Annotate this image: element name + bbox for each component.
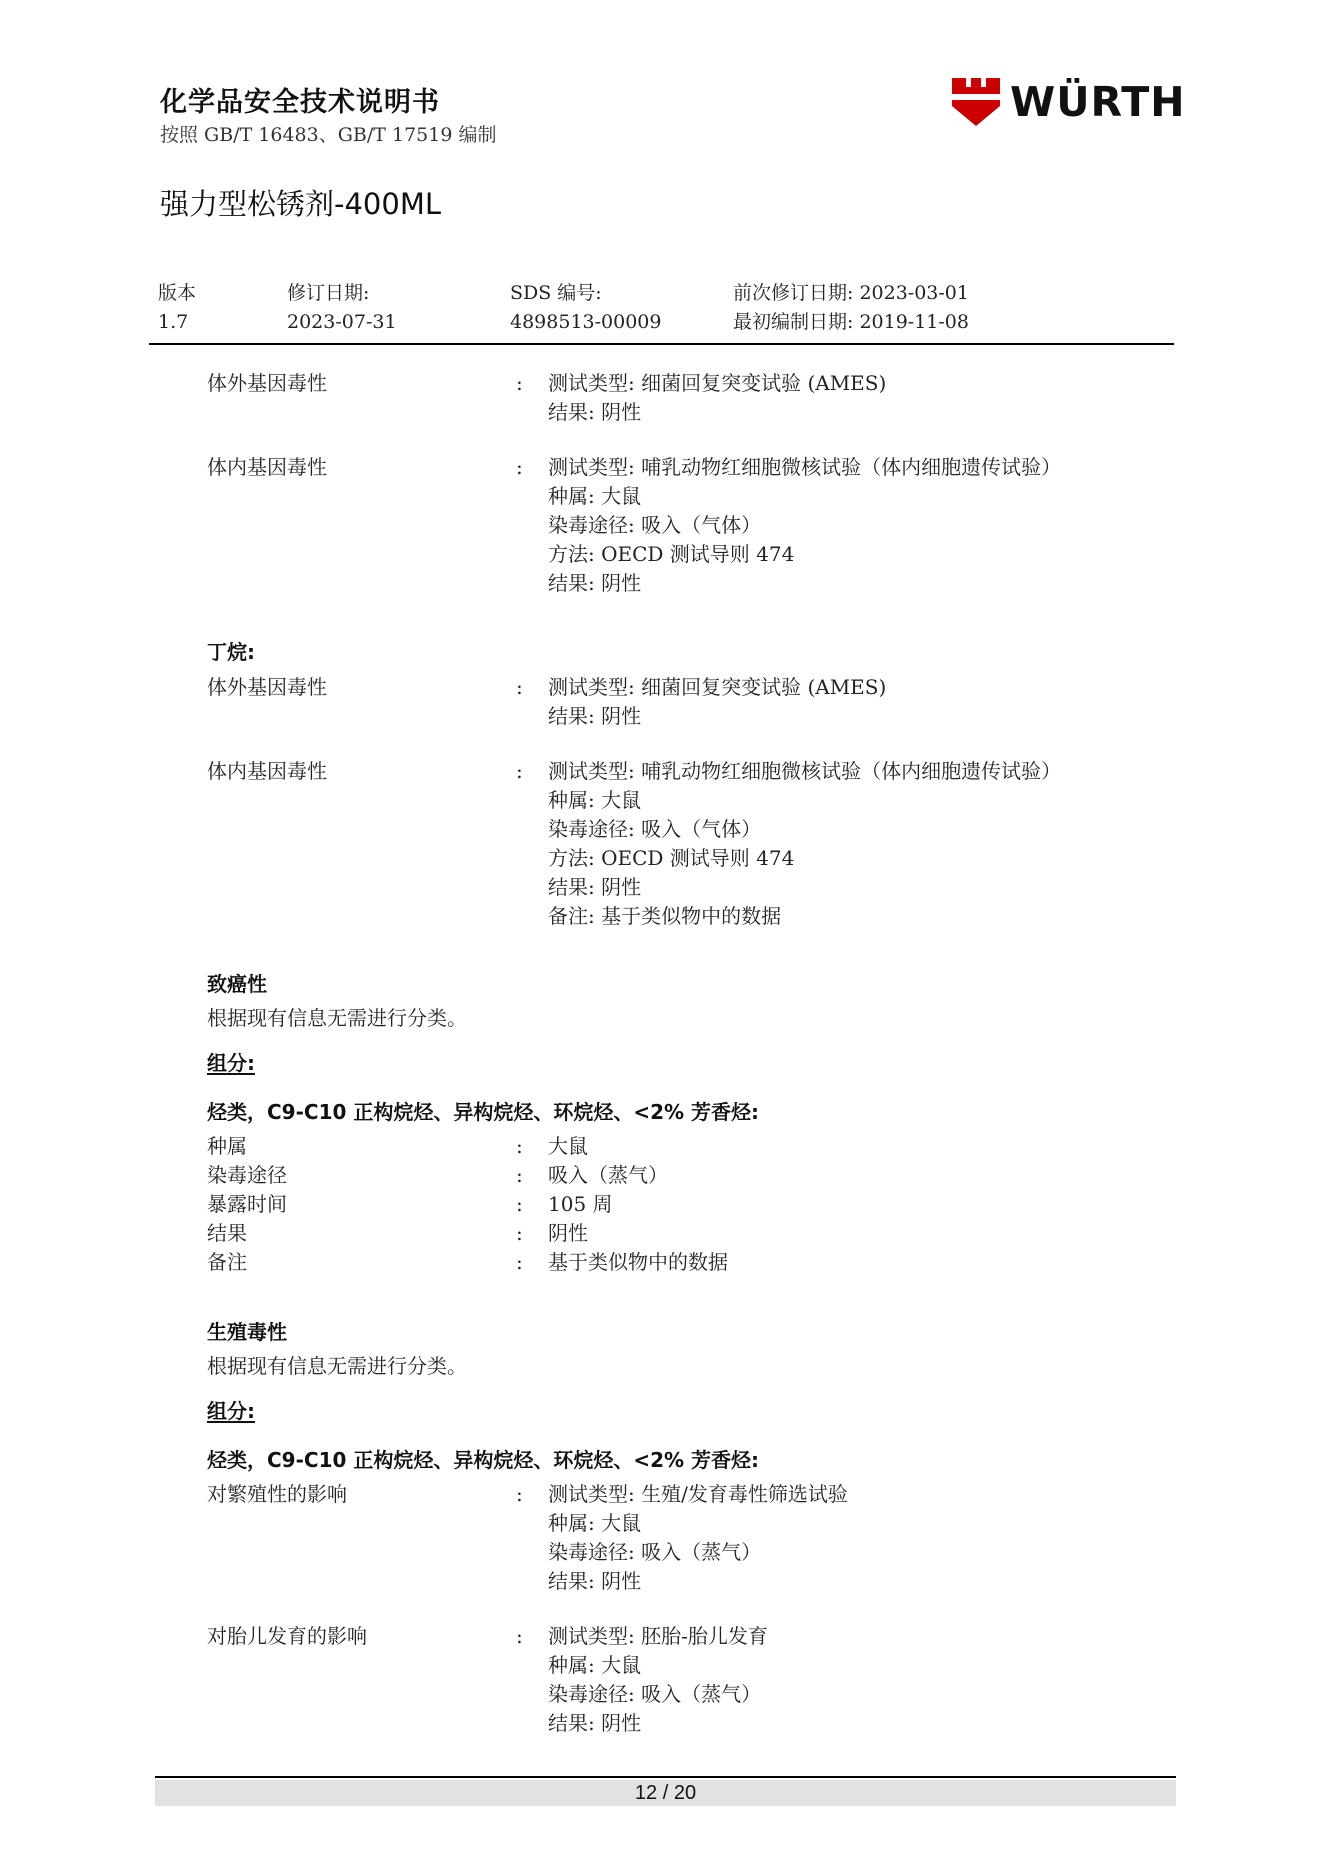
butane-heading: 丁烷: <box>207 640 255 664</box>
revision-block <box>287 279 397 337</box>
carcinogenicity-heading: 致癌性 <box>207 972 267 996</box>
detail-line: 测试类型: 胚胎-胎儿发育 <box>548 1624 768 1648</box>
components-heading: 组分: <box>207 1399 255 1423</box>
header-divider <box>149 343 1174 345</box>
substance-heading: 烃类，C9-C10 正构烷烃、异构烷烃、环烷烃、<2% 芳香烃: <box>207 1448 760 1472</box>
footer-divider <box>155 1776 1176 1778</box>
detail-line: 种属: 大鼠 <box>548 1653 642 1677</box>
detail-line: 结果: 阴性 <box>548 571 642 595</box>
fetal-development-value <box>548 1622 768 1738</box>
exposure-time-value: 105 周 <box>548 1192 613 1216</box>
colon: : <box>516 759 523 783</box>
detail-line: 结果: 阴性 <box>548 704 642 728</box>
dates-block <box>733 279 969 337</box>
reproductive-text: 根据现有信息无需进行分类。 <box>207 1354 467 1378</box>
result-label: 结果 <box>207 1221 247 1245</box>
first-issue-date: 最初编制日期: 2019-11-08 <box>733 311 969 333</box>
colon: : <box>516 1163 523 1187</box>
sds-block <box>510 279 661 337</box>
fetal-development-label: 对胎儿发育的影响 <box>207 1624 367 1648</box>
logo-wordmark: WÜRTH <box>1010 78 1186 126</box>
detail-line: 染毒途径: 吸入（蒸气） <box>548 1682 762 1706</box>
colon: : <box>516 1221 523 1245</box>
colon: : <box>516 1134 523 1158</box>
carcinogenicity-text: 根据现有信息无需进行分类。 <box>207 1006 467 1030</box>
detail-line: 结果: 阴性 <box>548 1711 642 1735</box>
previous-revision-date: 前次修订日期: 2023-03-01 <box>733 282 969 304</box>
revision-label: 修订日期: <box>287 282 370 304</box>
detail-line: 方法: OECD 测试导则 474 <box>548 542 795 566</box>
version-value: 1.7 <box>158 311 189 333</box>
detail-line: 种属: 大鼠 <box>548 484 642 508</box>
detail-line: 染毒途径: 吸入（气体） <box>548 817 762 841</box>
colon: : <box>516 1482 523 1506</box>
sds-value: 4898513-00009 <box>510 311 662 333</box>
species-label: 种属 <box>207 1134 247 1158</box>
detail-line: 测试类型: 细菌回复突变试验 (AMES) <box>548 675 887 699</box>
document-title: 化学品安全技术说明书 <box>160 87 440 118</box>
colon: : <box>516 1192 523 1216</box>
colon: : <box>516 455 523 479</box>
invitro-genotox-label: 体外基因毒性 <box>207 371 327 395</box>
page-number: 12 / 20 <box>634 1782 697 1804</box>
invitro-genotox-value <box>548 369 886 427</box>
butane-invitro-label: 体外基因毒性 <box>207 675 327 699</box>
document-subtitle: 按照 GB/T 16483、GB/T 17519 编制 <box>160 124 497 146</box>
version-block <box>158 279 196 337</box>
butane-invivo-label: 体内基因毒性 <box>207 759 327 783</box>
product-name: 强力型松锈剂-400ML <box>160 187 441 221</box>
remark-value: 基于类似物中的数据 <box>548 1250 728 1274</box>
detail-line: 结果: 阴性 <box>548 875 642 899</box>
detail-line: 染毒途径: 吸入（气体） <box>548 513 762 537</box>
detail-line: 种属: 大鼠 <box>548 1511 642 1535</box>
detail-line: 结果: 阴性 <box>548 400 642 424</box>
butane-invivo-value <box>548 757 1061 931</box>
route-value: 吸入（蒸气） <box>548 1163 668 1187</box>
species-value: 大鼠 <box>548 1134 588 1158</box>
colon: : <box>516 1250 523 1274</box>
detail-line: 测试类型: 生殖/发育毒性筛选试验 <box>548 1482 848 1506</box>
exposure-time-label: 暴露时间 <box>207 1192 287 1216</box>
detail-line: 测试类型: 细菌回复突变试验 (AMES) <box>548 371 887 395</box>
detail-line: 备注: 基于类似物中的数据 <box>548 904 782 928</box>
sds-label: SDS 编号: <box>510 282 602 304</box>
detail-line: 测试类型: 哺乳动物红细胞微核试验（体内细胞遗传试验） <box>548 759 1062 783</box>
detail-line: 种属: 大鼠 <box>548 788 642 812</box>
colon: : <box>516 371 523 395</box>
detail-line: 结果: 阴性 <box>548 1569 642 1593</box>
fertility-value <box>548 1480 848 1596</box>
remark-label: 备注 <box>207 1250 247 1274</box>
butane-invitro-value <box>548 673 886 731</box>
route-label: 染毒途径 <box>207 1163 287 1187</box>
result-value: 阴性 <box>548 1221 588 1245</box>
substance-heading: 烃类，C9-C10 正构烷烃、异构烷烃、环烷烃、<2% 芳香烃: <box>207 1100 760 1124</box>
components-heading: 组分: <box>207 1051 255 1075</box>
wurth-logo <box>952 76 1186 130</box>
colon: : <box>516 1624 523 1648</box>
detail-line: 测试类型: 哺乳动物红细胞微核试验（体内细胞遗传试验） <box>548 455 1062 479</box>
invivo-genotox-value <box>548 453 1061 598</box>
detail-line: 染毒途径: 吸入（蒸气） <box>548 1540 762 1564</box>
wurth-logo-icon <box>952 78 1000 128</box>
version-label: 版本 <box>158 282 197 304</box>
revision-value: 2023-07-31 <box>287 311 397 333</box>
detail-line: 方法: OECD 测试导则 474 <box>548 846 795 870</box>
fertility-label: 对繁殖性的影响 <box>207 1482 347 1506</box>
reproductive-heading: 生殖毒性 <box>207 1320 287 1344</box>
colon: : <box>516 675 523 699</box>
invivo-genotox-label: 体内基因毒性 <box>207 455 327 479</box>
